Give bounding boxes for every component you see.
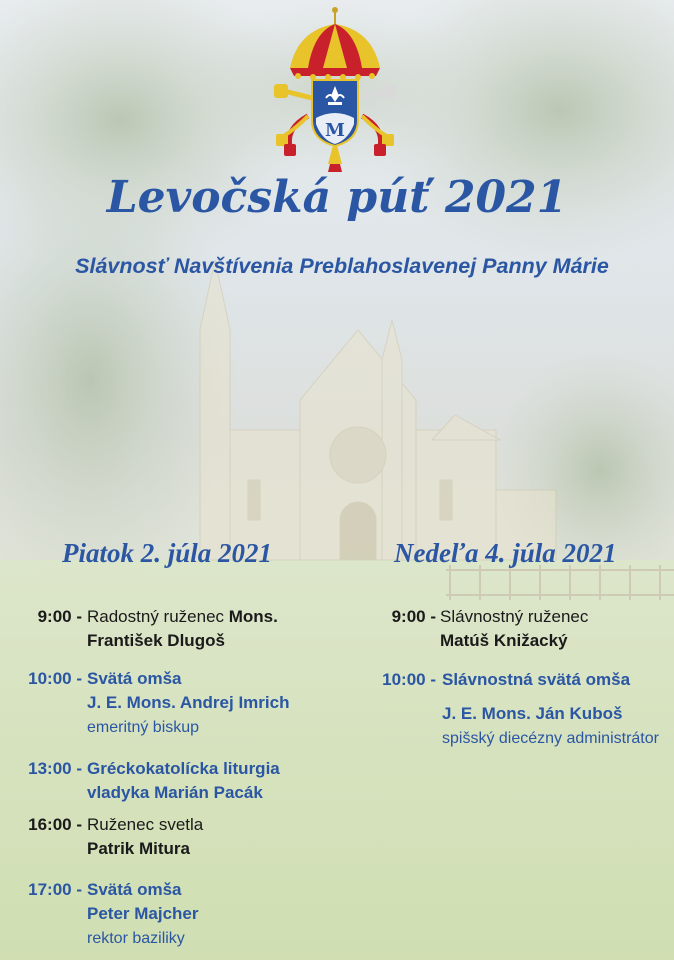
event-time: 10:00 - bbox=[382, 670, 436, 689]
page-title: Levočská púť 2021 bbox=[106, 172, 568, 223]
event-time: 13:00 - bbox=[28, 759, 82, 778]
event-presider: Peter Majcher bbox=[87, 904, 199, 923]
basilica-coat-of-arms-icon bbox=[268, 6, 402, 174]
day-heading-friday: Piatok 2. júla 2021 bbox=[62, 538, 273, 568]
event-time: 10:00 - bbox=[28, 669, 82, 688]
event-title: Slávnostná svätá omša bbox=[442, 670, 631, 689]
event-title: Svätá omša bbox=[87, 880, 182, 899]
event-time: 16:00 - bbox=[28, 815, 82, 834]
event-presider-role: emeritný biskup bbox=[87, 719, 200, 736]
event-presider: J. E. Mons. Andrej Imrich bbox=[87, 693, 290, 712]
svg-text:M: M bbox=[325, 120, 345, 141]
event-presider-role: rektor baziliky bbox=[87, 930, 185, 947]
event-presider-role: spišský diecézny administrátor bbox=[442, 730, 659, 747]
event-time: 17:00 - bbox=[28, 880, 82, 899]
event-time: 9:00 - bbox=[37, 607, 82, 626]
event-presider: vladyka Marián Pacák bbox=[87, 783, 263, 802]
page-subtitle: Slávnosť Navštívenia Preblahoslavenej Panny Márie bbox=[75, 254, 609, 278]
event-title: Gréckokatolícka liturgia bbox=[87, 759, 280, 778]
event-presider: Patrik Mitura bbox=[87, 839, 190, 858]
day-heading-sunday: Nedeľa 4. júla 2021 bbox=[394, 538, 617, 568]
event-title: Slávnostný ruženec bbox=[440, 607, 589, 626]
event-presider: František Dlugoš bbox=[87, 631, 225, 650]
event-title-text: Radostný ruženec bbox=[87, 607, 229, 626]
event-title-emphasis: Mons. bbox=[228, 607, 278, 626]
event-presider: J. E. Mons. Ján Kuboš bbox=[442, 704, 623, 723]
event-presider: Matúš Knižacký bbox=[440, 631, 568, 650]
event-title bbox=[87, 605, 278, 629]
event-time: 9:00 - bbox=[391, 607, 436, 626]
event-title: Ruženec svetla bbox=[87, 815, 204, 834]
event-title: Svätá omša bbox=[87, 669, 182, 688]
